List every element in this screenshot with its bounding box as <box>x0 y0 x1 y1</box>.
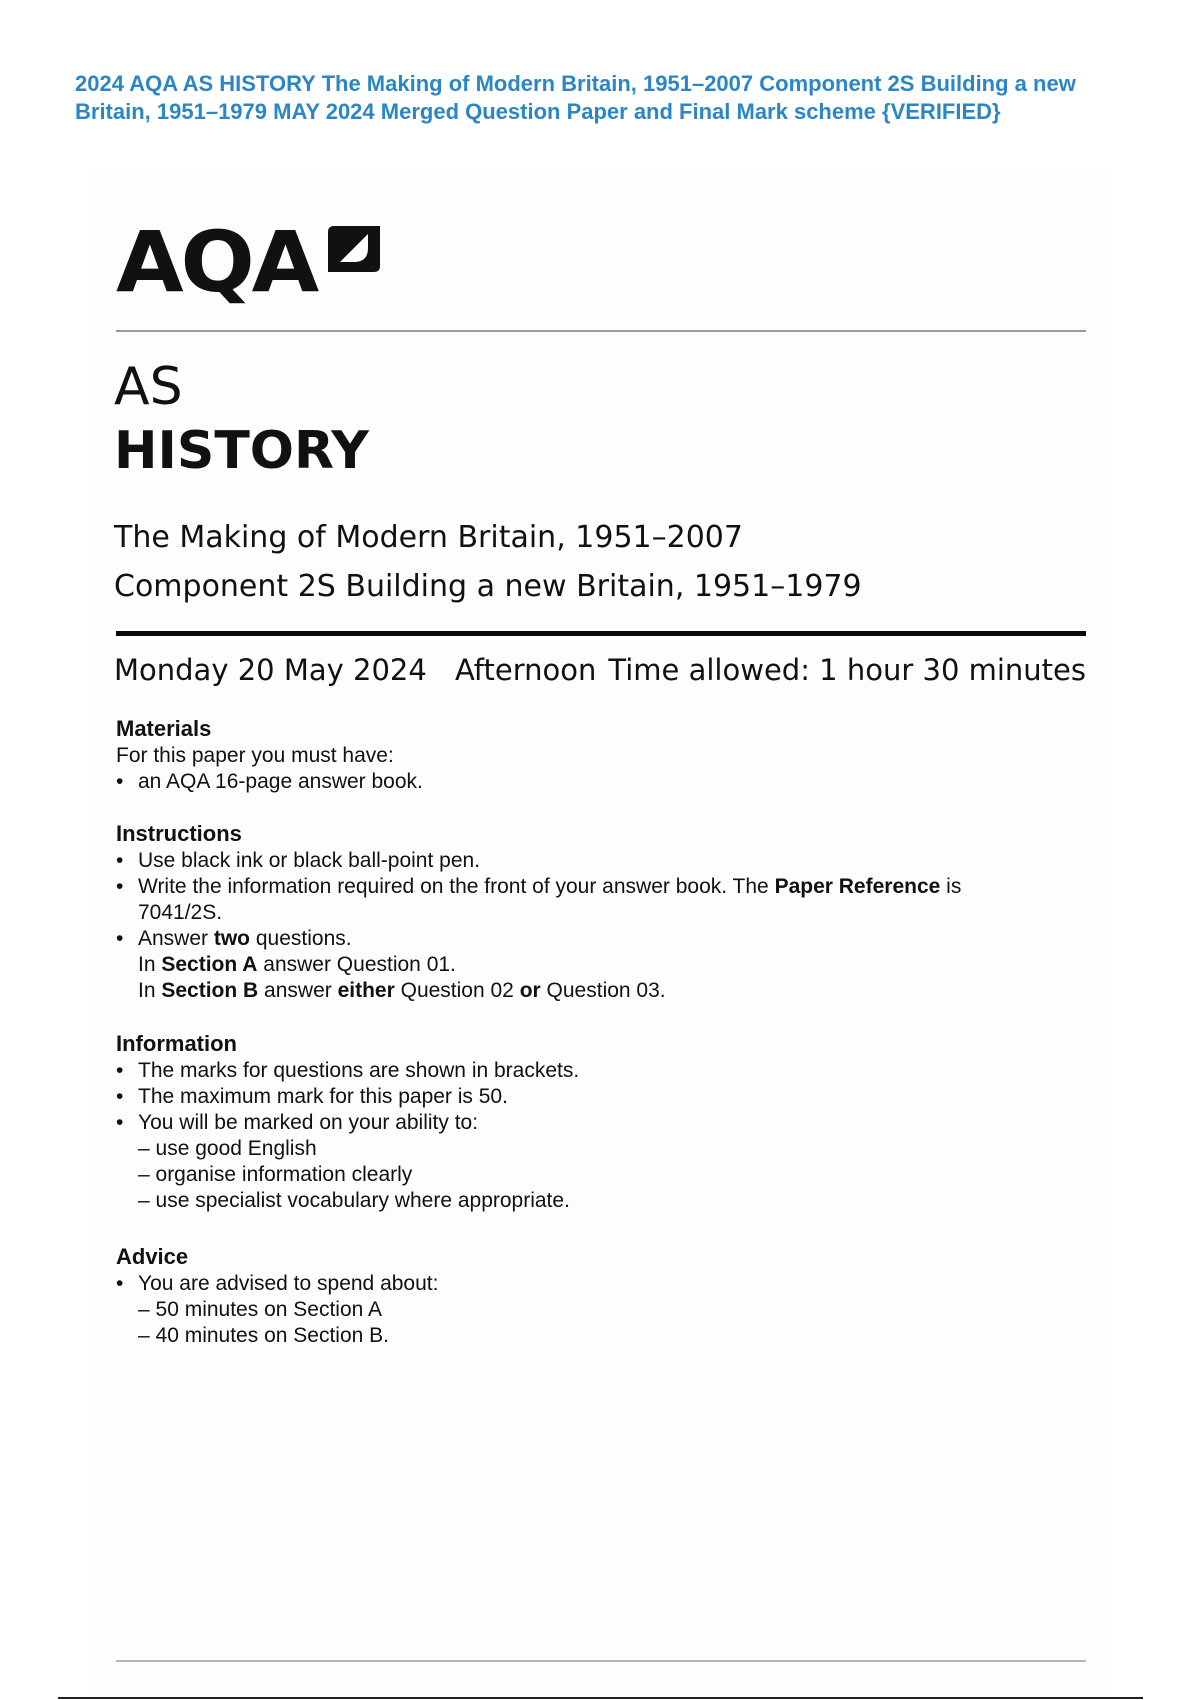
instruction-emphasis: two <box>213 927 251 950</box>
instruction-emphasis: or <box>519 979 541 1002</box>
instruction-text: answer <box>258 979 338 1002</box>
exam-date: Monday 20 May 2024 <box>114 653 427 687</box>
sub-list-item: – 50 minutes on Section A <box>138 1298 382 1321</box>
instruction-text: In <box>138 979 162 1002</box>
component-title: Component 2S Building a new Britain, 1951–1979 <box>114 569 862 604</box>
list-item: • an AQA 16-page answer book. <box>116 769 1076 795</box>
instructions-section <box>116 820 1076 1004</box>
sub-list-item: – use good English <box>138 1137 317 1160</box>
instruction-text: Write the information required on the front of your answer book. The <box>138 875 775 898</box>
logo-text: AQA <box>116 213 317 311</box>
sub-list-item: – organise information clearly <box>138 1163 413 1186</box>
list-item <box>116 874 1076 926</box>
materials-section <box>116 715 1076 795</box>
list-item: • Use black ink or black ball-point pen. <box>116 848 1076 874</box>
exam-session: Afternoon <box>455 653 597 687</box>
advice-heading: Advice <box>116 1244 189 1269</box>
aqa-flag-icon <box>322 218 384 280</box>
instruction-text: Question 03. <box>540 979 666 1002</box>
header-divider <box>116 330 1086 332</box>
sub-list-item: – use specialist vocabulary where appropriate. <box>138 1189 570 1212</box>
instruction-text: Question 02 <box>394 979 520 1002</box>
section-b-label: Section B <box>161 979 259 1002</box>
paper-reference-code: 7041/2S. <box>138 901 223 924</box>
time-allowed: Time allowed: 1 hour 30 minutes <box>608 653 1086 687</box>
footer-divider <box>116 1660 1086 1662</box>
instructions-heading: Instructions <box>116 821 242 846</box>
information-section <box>116 1030 1076 1214</box>
paper-reference-label: Paper Reference <box>774 875 941 898</box>
instruction-text: Answer <box>138 927 214 950</box>
qualification-level: AS <box>114 357 183 417</box>
list-item: • The maximum mark for this paper is 50. <box>116 1084 1076 1110</box>
instruction-text: is <box>940 875 962 898</box>
list-item: • The marks for questions are shown in brackets. <box>116 1058 1076 1084</box>
instruction-text: questions. <box>250 927 352 950</box>
sub-list-item: – 40 minutes on Section B. <box>138 1324 389 1347</box>
section-a-label: Section A <box>161 953 258 976</box>
information-heading: Information <box>116 1031 237 1056</box>
title-divider <box>116 631 1086 636</box>
materials-heading: Materials <box>116 716 212 741</box>
list-item: • You are advised to spend about: <box>116 1271 1076 1297</box>
instruction-text: In <box>138 953 162 976</box>
document-heading: 2024 AQA AS HISTORY The Making of Modern Britain, 1951–2007 Component 2S Building a new Britain, 1951–1979 MAY 2024 Merged Question Paper and Final Mark scheme {VERIFIED} <box>75 71 1076 124</box>
aqa-logo <box>116 214 384 314</box>
list-item: • You will be marked on your ability to: <box>116 1110 1076 1136</box>
subject-title: HISTORY <box>114 421 369 481</box>
page-bottom-edge <box>58 1697 1143 1699</box>
advice-section <box>116 1243 1076 1349</box>
instruction-text: answer Question 01. <box>257 953 456 976</box>
paper-title: The Making of Modern Britain, 1951–2007 <box>114 520 743 555</box>
materials-intro: For this paper you must have: <box>116 744 394 767</box>
list-item <box>116 926 1076 1004</box>
instruction-emphasis: either <box>337 979 395 1002</box>
